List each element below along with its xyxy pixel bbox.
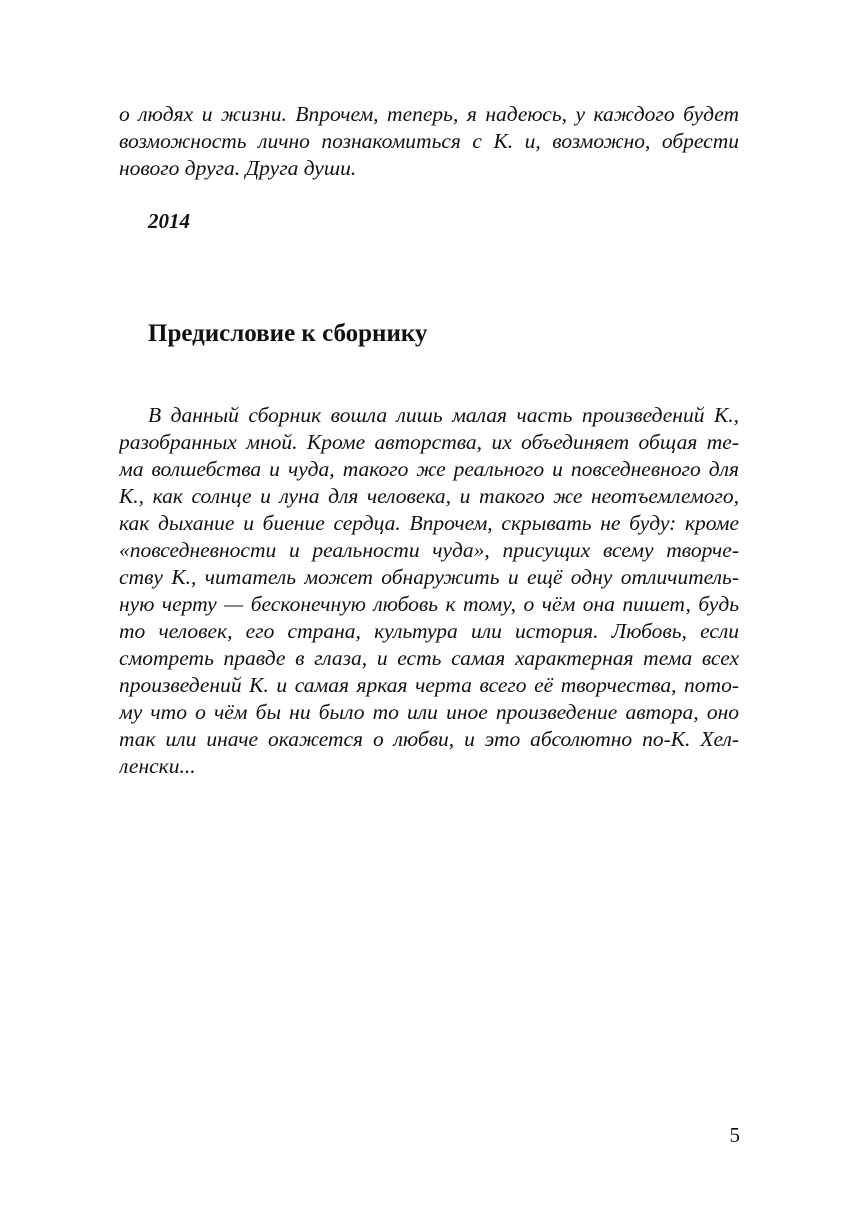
- year-date: 2014: [148, 209, 190, 233]
- text-line: ную черту — бесконечную любовь к тому, о чём она пишет, будь: [119, 592, 739, 616]
- text-line: ленски...: [119, 754, 196, 778]
- text-line: возможность лично познакомиться с К. и, возможно, обрести: [119, 129, 739, 153]
- text-line: так или иначе окажется о любви, и это абсолютно по-К. Хел-: [119, 727, 739, 751]
- text-line: как дыхание и биение сердца. Впрочем, скрывать не буду: кроме: [119, 511, 739, 535]
- section-heading: Предисловие к сборнику: [148, 320, 428, 347]
- text-line: му что о чём бы ни было то или иное произведение автора, оно: [119, 700, 739, 724]
- text-line: В данный сборник вошла лишь малая часть произведений К.,: [148, 403, 739, 427]
- top-paragraph: [119, 101, 739, 182]
- text-line: нового друга. Друга души.: [119, 156, 357, 180]
- text-line: разобранных мной. Кроме авторства, их объединяет общая те-: [119, 430, 739, 454]
- text-line: К., как солнце и луна для человека, и такого же неотъемлемого,: [119, 484, 739, 508]
- text-line: «повседневности и реальности чуда», присущих всему творче-: [119, 538, 739, 562]
- text-line: произведений К. и самая яркая черта всего её творчества, пото-: [119, 673, 739, 697]
- text-line: о людях и жизни. Впрочем, теперь, я надеюсь, у каждого будет: [119, 102, 739, 126]
- main-paragraph: [119, 402, 739, 780]
- text-line: ству К., читатель может обнаружить и ещё одну отличитель-: [119, 565, 739, 589]
- text-line: смотреть правде в глаза, и есть самая характерная тема всех: [119, 646, 739, 670]
- page-number: 5: [729, 1123, 740, 1147]
- text-line: ма волшебства и чуда, такого же реального и повседневного для: [119, 457, 739, 481]
- text-line: то человек, его страна, культура или история. Любовь, если: [119, 619, 739, 643]
